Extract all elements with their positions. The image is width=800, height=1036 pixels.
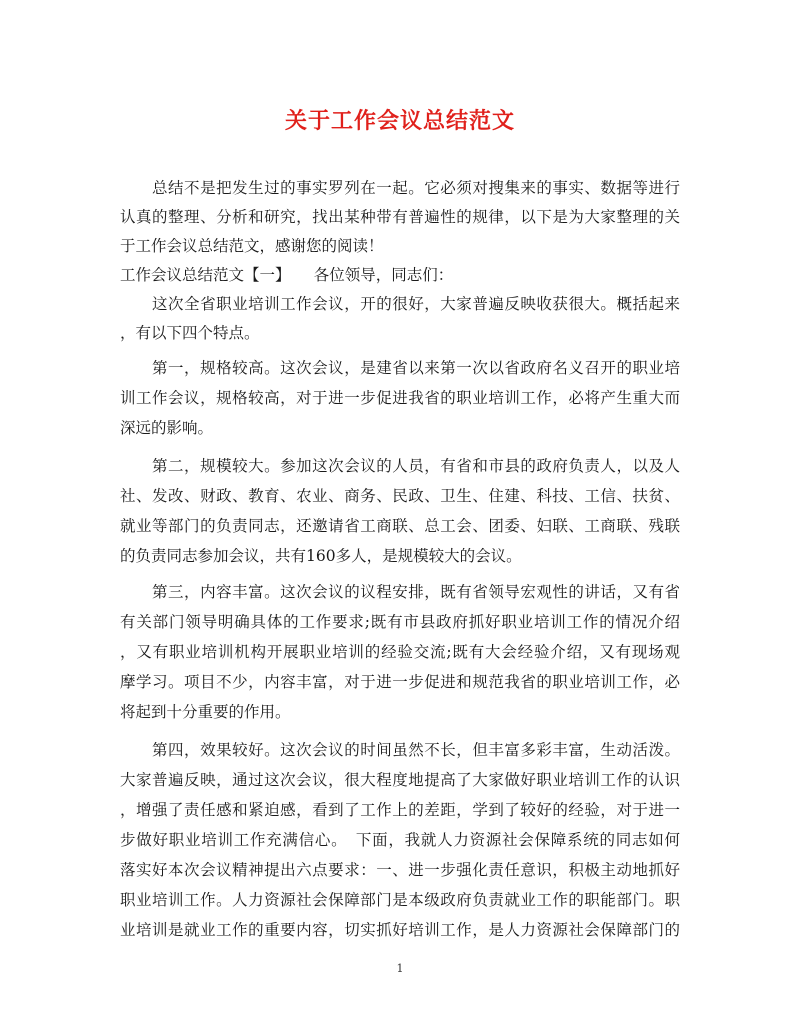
text-line: 将起到十分重要的作用。	[120, 703, 291, 721]
text-line: 社、发改、财政、教育、农业、商务、民政、卫生、住建、科技、工信、扶贫、	[120, 487, 680, 505]
text-line: 于工作会议总结范文，感谢您的阅读！	[120, 237, 384, 255]
text-line: 职业培训工作。人力资源社会保障部门是本级政府负责就业工作的职能部门。职	[120, 891, 680, 909]
text-line: 步做好职业培训工作充满信心。 下面，我就人力资源社会保障系统的同志如何	[120, 831, 680, 849]
text-line: 第四，效果较好。这次会议的时间虽然不长，但丰富多彩丰富，生动活泼。	[120, 741, 680, 759]
text-line: 工作会议总结范文【一】 各位领导，同志们：	[120, 266, 454, 284]
text-line: 就业等部门的负责同志，还邀请省工商联、总工会、团委、妇联、工商联、残联	[120, 517, 680, 535]
text-line: 大家普遍反映，通过这次会议，很大程度地提高了大家做好职业培训工作的认识	[120, 771, 680, 789]
text-line: ，有以下四个特点。	[120, 324, 260, 342]
text-line: 深远的影响。	[120, 419, 214, 437]
text-line: 落实好本次会议精神提出六点要求：一、进一步强化责任意识，积极主动地抓好	[120, 861, 680, 879]
text-line: ，增强了责任感和紧迫感，看到了工作上的差距，学到了较好的经验，对于进一	[120, 801, 680, 819]
text-line: 训工作会议，规格较高，对于进一步促进我省的职业培训工作，必将产生重大而	[120, 389, 680, 407]
text-line: 认真的整理、分析和研究，找出某种带有普遍性的规律，以下是为大家整理的关	[120, 208, 680, 226]
text-line: 第三，内容丰富。这次会议的议程安排，既有省领导宏观性的讲话，又有省	[120, 583, 680, 601]
text-line: 这次全省职业培训工作会议，开的很好，大家普遍反映收获很大。概括起来	[120, 295, 680, 313]
text-line: 的负责同志参加会议，共有160多人，是规模较大的会议。	[120, 547, 522, 565]
text-line: 有关部门领导明确具体的工作要求;既有市县政府抓好职业培训工作的情况介绍	[120, 613, 680, 631]
text-line: 摩学习。项目不少，内容丰富，对于进一步促进和规范我省的职业培训工作，必	[120, 673, 680, 691]
text-line: 总结不是把发生过的事实罗列在一起。它必须对搜集来的事实、数据等进行	[120, 179, 680, 197]
page-number: 1	[396, 962, 404, 975]
text-line: 业培训是就业工作的重要内容，切实抓好培训工作，是人力资源社会保障部门的	[120, 921, 680, 939]
text-line: ，又有职业培训机构开展职业培训的经验交流;既有大会经验介绍，又有现场观	[120, 643, 680, 661]
text-line: 第一，规格较高。这次会议，是建省以来第一次以省政府名义召开的职业培	[120, 359, 680, 377]
document-title: 关于工作会议总结范文	[284, 108, 515, 134]
text-line: 第二，规模较大。参加这次会议的人员，有省和市县的政府负责人，以及人	[120, 457, 680, 475]
